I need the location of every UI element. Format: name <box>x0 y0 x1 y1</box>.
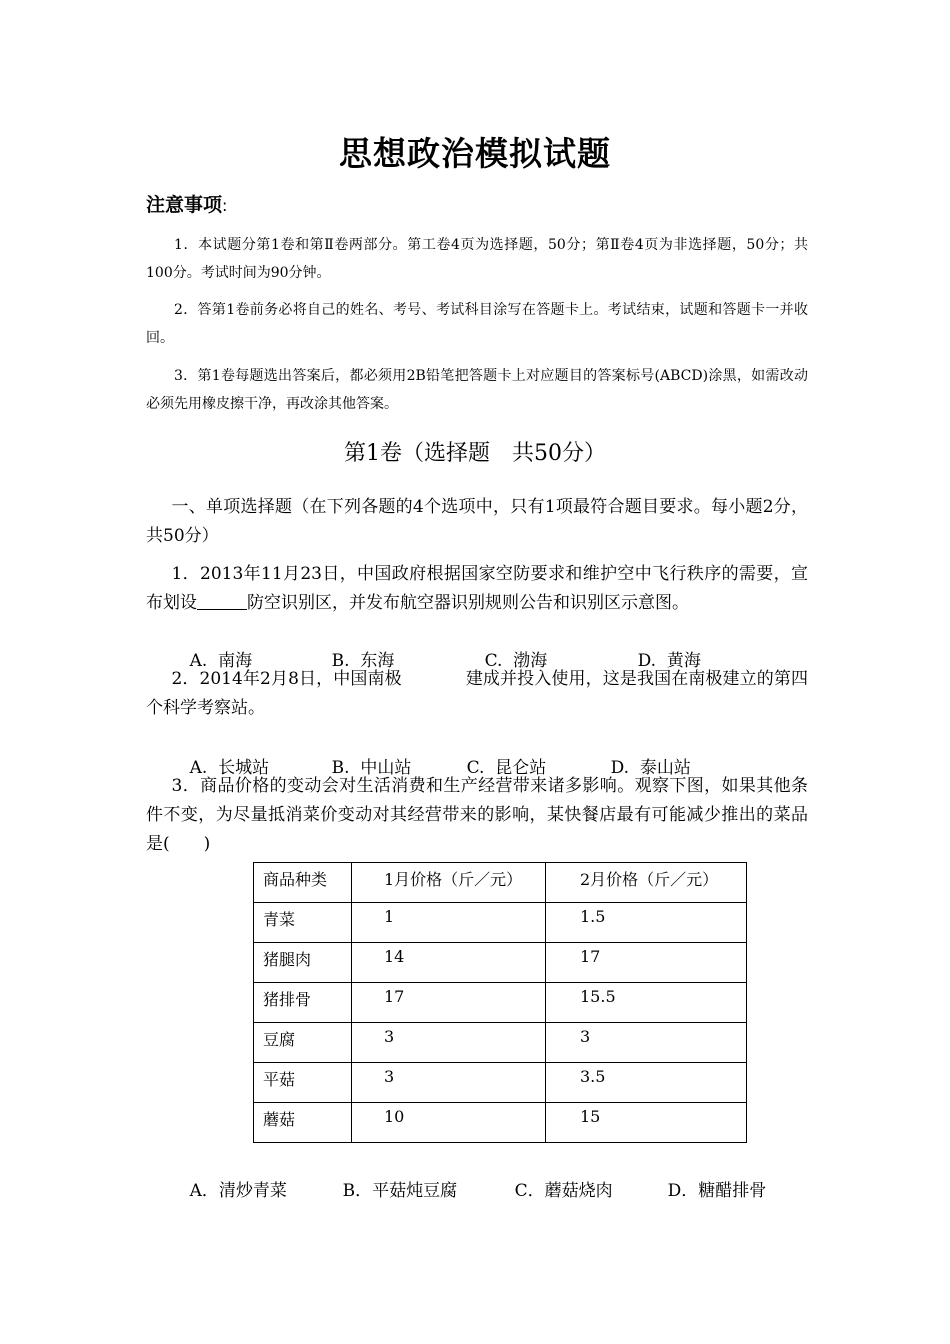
table-row <box>254 1023 747 1063</box>
page-title: 思想政治模拟试题 <box>339 134 611 173</box>
table-cell: 15 <box>546 1103 747 1143</box>
table-cell: 1 <box>352 903 546 943</box>
question-3-options <box>168 1156 766 1221</box>
question-1-text-before: 1．2013年11月23日，中国政府根据国家空防要求和维护空中飞行秩序的需要，宣布划设 <box>146 564 808 613</box>
question-1-text-after: 防空识别区，并发布航空器识别规则公告和识别区示意图。 <box>247 593 689 613</box>
table-cell: 3 <box>546 1023 747 1063</box>
table-cell: 平菇 <box>254 1063 352 1103</box>
question-1 <box>146 560 808 618</box>
header-cell-category: 商品种类 <box>254 863 352 903</box>
notice-item-3: 3．第1卷每题选出答案后，都必须用2B铅笔把答题卡上对应题目的答案标号(ABCD)涂黑，如需改动必须先用橡皮擦干净，再改涂其他答案。 <box>146 368 808 412</box>
table-cell: 15.5 <box>546 983 747 1023</box>
notice-heading-text: 注意事项 <box>146 194 223 216</box>
table-row <box>254 1103 747 1143</box>
table-cell: 青菜 <box>254 903 352 943</box>
price-table <box>253 862 747 1143</box>
table-row <box>254 903 747 943</box>
notice-heading-colon: : <box>222 196 228 215</box>
table-cell: 猪腿肉 <box>254 943 352 983</box>
table-cell: 猪排骨 <box>254 983 352 1023</box>
table-row <box>254 983 747 1023</box>
question-1-option-c: C. 渤海 <box>484 651 548 671</box>
table-cell: 1.5 <box>546 903 747 943</box>
table-cell: 14 <box>352 943 546 983</box>
question-3-option-c: C．蘑菇烧肉 <box>514 1181 613 1201</box>
instructions-text: 一、单项选择题（在下列各题的4个选项中，只有1项最符合题目要求。每小题2分，共50分） <box>146 497 808 546</box>
question-2 <box>146 665 808 723</box>
price-table-header-row <box>254 863 747 903</box>
instructions <box>146 493 808 551</box>
table-cell: 17 <box>352 983 546 1023</box>
table-cell: 蘑菇 <box>254 1103 352 1143</box>
question-3-option-b: B．平菇炖豆腐 <box>342 1181 458 1201</box>
answer-blank <box>197 591 247 610</box>
notice-item-2: 2．答第1卷前务必将自己的姓名、考号、考试科目涂写在答题卡上。考试结束，试题和答题卡一并收回。 <box>146 302 808 346</box>
question-3-option-a: A．清炒青菜 <box>189 1181 287 1201</box>
section-title: 第1卷（选择题 共50分） <box>344 441 606 466</box>
table-cell: 17 <box>546 943 747 983</box>
table-row <box>254 1063 747 1103</box>
question-2-text-after: 建成并投入使用，这是我国在南极建立的第四个科学考察站。 <box>146 669 808 718</box>
notice-item-1: 1．本试题分第1卷和第Ⅱ卷两部分。第工卷4页为选择题，50分；第Ⅱ卷4页为非选择题，50分；共100分。考试时间为90分钟。 <box>146 237 808 281</box>
question-2-option-b: B. 中山站 <box>331 758 412 778</box>
question-2-option-d: D. 泰山站 <box>610 758 691 778</box>
question-2-option-a: A. 长城站 <box>189 758 270 778</box>
header-cell-feb: 2月价格（斤／元） <box>546 863 747 903</box>
question-2-text-before: 2．2014年2月8日，中国南极 <box>171 669 402 689</box>
table-cell: 3.5 <box>546 1063 747 1103</box>
table-cell: 3 <box>352 1063 546 1103</box>
question-1-option-d: D. 黄海 <box>637 651 701 671</box>
table-row <box>254 943 747 983</box>
table-cell: 3 <box>352 1023 546 1063</box>
question-2-option-c: C. 昆仑站 <box>466 758 547 778</box>
question-1-option-a: A. 南海 <box>189 651 253 671</box>
table-cell: 豆腐 <box>254 1023 352 1063</box>
table-cell: 10 <box>352 1103 546 1143</box>
question-1-option-b: B. 东海 <box>331 651 395 671</box>
notice-heading <box>146 190 227 217</box>
header-cell-jan: 1月价格（斤／元） <box>352 863 546 903</box>
question-3: 3．商品价格的变动会对生活消费和生产经营带来诸多影响。观察下图，如果其他条件不变，为尽量抵消菜价变动对其经营带来的影响，某快餐店最有可能减少推出的菜品是( ) <box>146 776 808 854</box>
question-3-option-d: D．糖醋排骨 <box>667 1181 767 1201</box>
